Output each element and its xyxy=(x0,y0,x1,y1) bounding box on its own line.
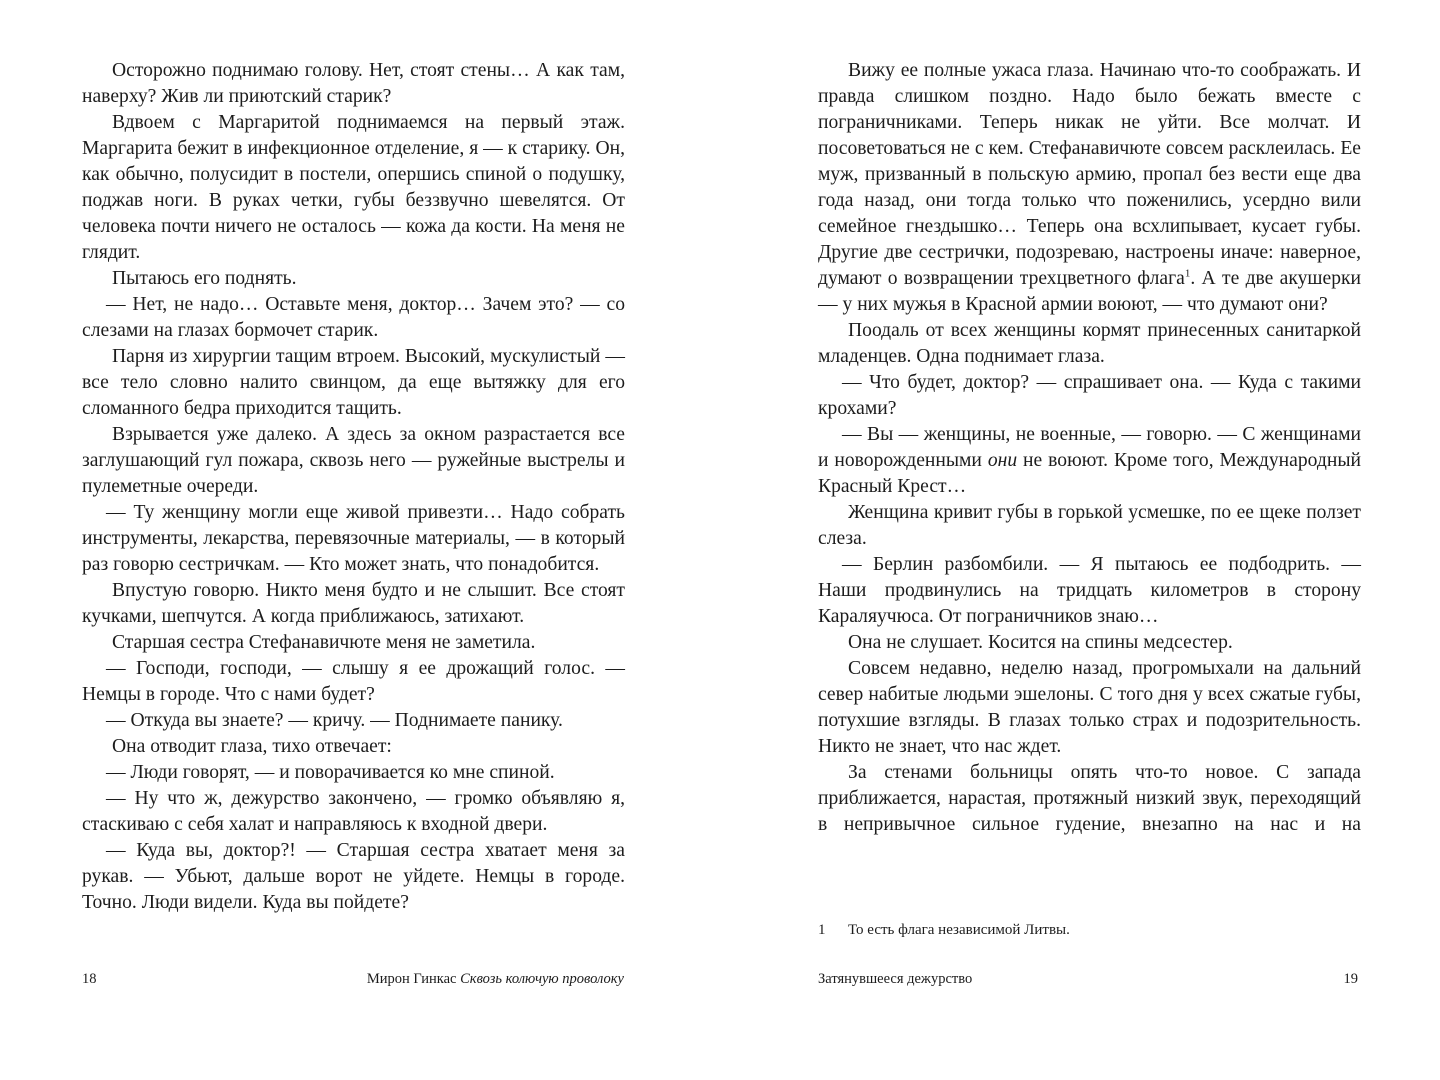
footnote xyxy=(818,920,1378,940)
paragraph: Осторожно поднимаю голову. Нет, стоят стены… А как там, наверху? Жив ли приютский старик? xyxy=(82,60,625,107)
running-title-author: Мирон Гинкас xyxy=(366,971,457,987)
dialog-paragraph xyxy=(818,422,1361,500)
paragraph-text: Вижу ее полные ужаса глаза. Начинаю что-то соображать. И правда слишком поздно. Надо было бежать вместе с пограничниками. Теперь никак не уйти. Все молчат. И посоветоваться не с кем. Стефанавичюте совсем расклеилась. Ее муж, призванный в польскую армию, пропал без вести еще два года назад, они тогда только что поженились, усердно вили семейное гнездышко… Теперь она всхлипывает, кусает губы. Другие две сестрички, подозреваю, настроены иначе: наверное, думают о возвращении трехцветного флага xyxy=(818,60,1361,289)
paragraph: Она не слушает. Косится на спины медсестер. xyxy=(848,632,1233,653)
footnote-text: То есть флага независимой Литвы. xyxy=(848,922,1070,938)
paragraph: Она отводит глаза, тихо отвечает: xyxy=(112,736,392,757)
running-title: Затянувшееся дежурство xyxy=(818,971,973,987)
dialog-paragraph: — Куда вы, доктор?! — Старшая сестра хватает меня за рукав. — Убьют, дальше ворот не уйдете. Немцы в городе. Точно. Люди видели. Куда вы пойдете? xyxy=(82,840,625,913)
paragraph: Пытаюсь его поднять. xyxy=(112,268,297,289)
paragraph: Совсем недавно, неделю назад, прогромыхали на дальний север набитые людьми эшелоны. С того дня у всех сжатые губы, потухшие взгляды. В глазах только страх и подозрительность. Никто не знает, что нас ждет. xyxy=(818,658,1361,757)
dialog-paragraph: — Господи, господи, — слышу я ее дрожащий голос. — Немцы в городе. Что с нами будет? xyxy=(82,658,625,705)
dialog-paragraph: — Откуда вы знаете? — кричу. — Поднимаете панику. xyxy=(106,710,563,731)
paragraph: Старшая сестра Стефанавичюте меня не заметила. xyxy=(112,632,536,653)
page-number: 18 xyxy=(82,971,97,987)
footnote-marker: 1 xyxy=(1184,267,1191,280)
running-title-book: Сквозь колючую проволоку xyxy=(460,971,624,987)
paragraph: Парня из хирургии тащим втроем. Высокий, мускулистый — все тело словно налито свинцом, да еще вытяжку для его сломанного бедра приходится тащить. xyxy=(82,346,625,419)
dialog-paragraph: — Ту женщину могли еще живой привезти… Надо собрать инструменты, лекарства, перевязочные материалы, — в который раз говорю сестричкам. — Кто может знать, что понадобится. xyxy=(82,502,625,575)
dialog-paragraph: — Люди говорят, — и поворачивается ко мне спиной. xyxy=(106,762,555,783)
page-number: 19 xyxy=(1343,971,1358,987)
dialog-paragraph: — Нет, не надо… Оставьте меня, доктор… Зачем это? — со слезами на глазах бормочет старик. xyxy=(82,294,625,341)
right-page-text xyxy=(818,58,1361,838)
dialog-paragraph: — Берлин разбомбили. — Я пытаюсь ее подбодрить. — Наши продвинулись на тридцать километров в сторону Караляучюса. От пограничников знаю… xyxy=(818,554,1361,627)
footnote-number: 1 xyxy=(818,922,826,938)
paragraph-text-continued: . А те две акушерки — у них мужья в Красной армии воюют, — что думают они? xyxy=(818,268,1362,315)
paragraph: За стенами больницы опять что-то новое. С запада приближается, нарастая, протяжный низкий звук, переходящий в непривычное сильное гудение, внезапно на нас и на xyxy=(818,762,1361,835)
left-page-text xyxy=(82,58,625,916)
dialog-paragraph: — Что будет, доктор? — спрашивает она. — Куда с такими крохами? xyxy=(818,372,1361,419)
paragraph-text: — Вы — женщины, не военные, — говорю. — С женщинами и новорожденными xyxy=(818,424,1361,471)
paragraph: Женщина кривит губы в горькой усмешке, по ее щеке ползет слеза. xyxy=(818,502,1361,549)
paragraph: Поодаль от всех женщины кормят принесенных санитаркой младенцев. Одна поднимает глаза. xyxy=(818,320,1361,367)
dialog-paragraph: — Ну что ж, дежурство закончено, — громко объявляю я, стаскиваю с себя халат и направляюсь к входной двери. xyxy=(82,788,625,835)
paragraph xyxy=(818,58,1361,318)
running-title xyxy=(367,969,624,989)
paragraph: Взрывается уже далеко. А здесь за окном разрастается все заглушающий гул пожара, сквозь него — ружейные выстрелы и пулеметные очереди. xyxy=(82,424,625,497)
right-page xyxy=(720,0,1440,1080)
paragraph: Впустую говорю. Никто меня будто и не слышит. Все стоят кучками, шепчутся. А когда приближаюсь, затихают. xyxy=(82,580,625,627)
paragraph-text-continued: не воюют. Кроме того, Международный Красный Крест… xyxy=(818,450,1361,497)
italic-word: они xyxy=(987,450,1018,471)
paragraph: Вдвоем с Маргаритой поднимаемся на первый этаж. Маргарита бежит в инфекционное отделение, я — к старику. Он, как обычно, полусидит в постели, опершись спиной о подушку, поджав ноги. В руках четки, губы беззвучно шевелятся. От человека почти ничего не осталось — кожа да кости. На меня не глядит. xyxy=(82,112,625,263)
